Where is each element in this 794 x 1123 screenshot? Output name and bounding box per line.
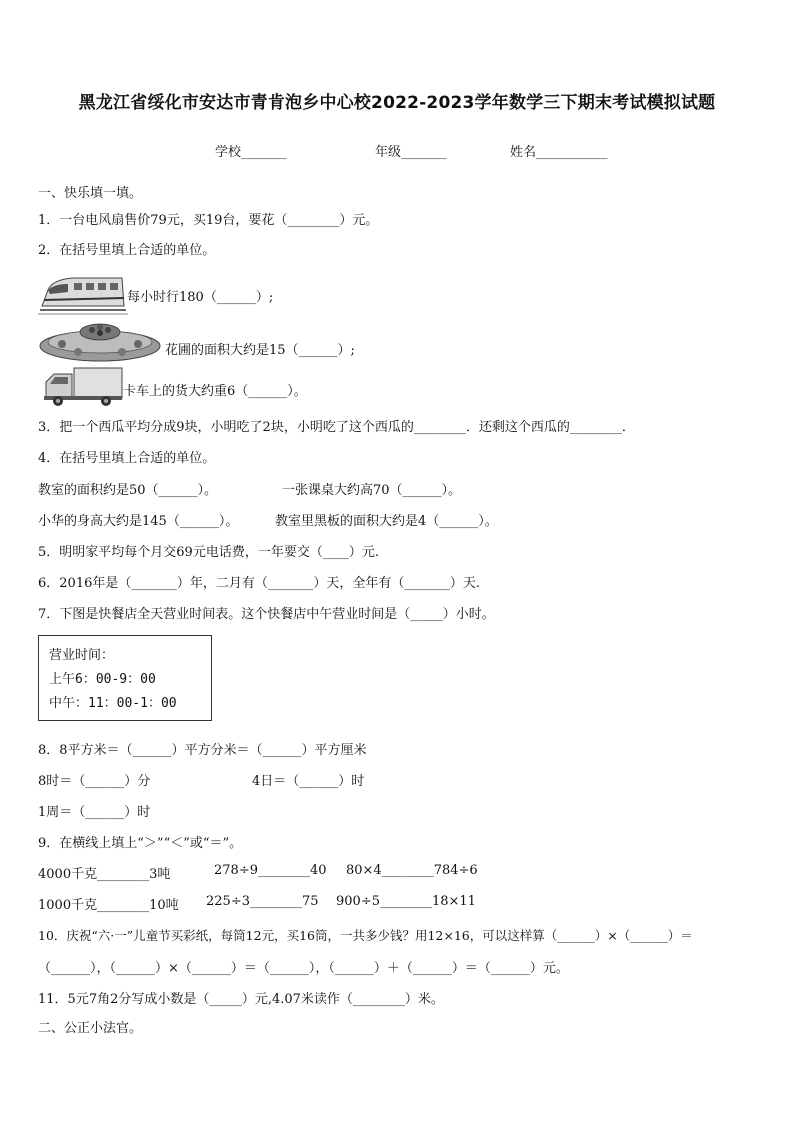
hours-label: 营业时间： <box>49 648 115 663</box>
question-6: 6．2016年是（_______）年，二月有（_______）天，全年有（_______）天. <box>38 576 480 591</box>
question-9: 9．在横线上填上“＞”“＜”或“＝”。 <box>38 836 243 851</box>
question-2-truck: 卡车上的货大约重6（______）。 <box>123 384 307 399</box>
section-heading-1: 一、快乐填一填。 <box>38 186 143 201</box>
train-image <box>38 268 128 322</box>
question-8-b: 8时＝（______）分 <box>38 774 151 789</box>
question-4-c: 小华的身高大约是145（______）。 <box>38 514 239 529</box>
question-5: 5．明明家平均每个月交69元电话费，一年要交（____）元. <box>38 545 379 560</box>
question-10-a: 10．庆祝“六·一”儿童节买彩纸，每筒12元，买16筒，一共多少钱？用12×16，可以这样算（______）×（______）＝ <box>38 928 693 943</box>
question-8-d: 1周＝（______）时 <box>38 805 151 820</box>
question-4-a: 教室的面积约是50（______）。 <box>38 483 218 498</box>
question-9-r1-b: 278÷9________40 <box>214 863 327 878</box>
section-heading-2: 二、公正小法官。 <box>38 1021 143 1036</box>
question-4-b: 一张课桌大约高70（______）。 <box>282 483 462 498</box>
hours-morning: 上午6：00-9：00 <box>49 672 156 687</box>
grade-field: 年级_______ <box>375 145 447 160</box>
question-2: 2．在括号里填上合适的单位。 <box>38 243 216 258</box>
question-8-a: 8．8平方米＝（______）平方分米＝（______）平方厘米 <box>38 743 367 758</box>
hours-noon: 中午：11：00-1：00 <box>49 696 177 711</box>
name-field: 姓名___________ <box>510 145 608 160</box>
question-3: 3．把一个西瓜平均分成9块，小明吃了2块，小明吃了这个西瓜的________．还剩这个西瓜的________． <box>38 420 635 435</box>
question-4-d: 教室里黑板的面积大约是4（______）。 <box>275 514 498 529</box>
question-10-b: （______），（______）×（______）＝（______），（______）＋（______）＝（______）元。 <box>38 961 569 976</box>
question-8-c: 4日＝（______）时 <box>252 774 365 789</box>
question-2-garden: 花圃的面积大约是15（______）; <box>165 343 355 358</box>
question-9-r1-c: 80×4________784÷6 <box>346 863 478 878</box>
question-9-r2-a: 1000千克________10吨 <box>38 898 179 913</box>
question-4: 4．在括号里填上合适的单位。 <box>38 451 216 466</box>
business-hours-box <box>38 635 212 721</box>
school-field: 学校_______ <box>215 145 287 160</box>
page-title: 黑龙江省绥化市安达市青肯泡乡中心校2022-2023学年数学三下期末考试模拟试题 <box>78 93 716 113</box>
question-9-r1-a: 4000千克________3吨 <box>38 867 171 882</box>
question-9-r2-c: 900÷5________18×11 <box>336 894 476 909</box>
garden-image <box>38 318 162 368</box>
question-1: 1．一台电风扇售价79元，买19台，要花（________）元。 <box>38 213 379 228</box>
question-2-train: 每小时行180（______）; <box>127 290 274 305</box>
truck-image <box>42 366 124 412</box>
question-9-r2-b: 225÷3________75 <box>206 894 319 909</box>
question-7: 7．下图是快餐店全天营业时间表。这个快餐店中午营业时间是（_____）小时。 <box>38 607 495 622</box>
question-11: 11．5元7角2分写成小数是（_____）元,4.07米读作（________）米。 <box>38 992 444 1007</box>
